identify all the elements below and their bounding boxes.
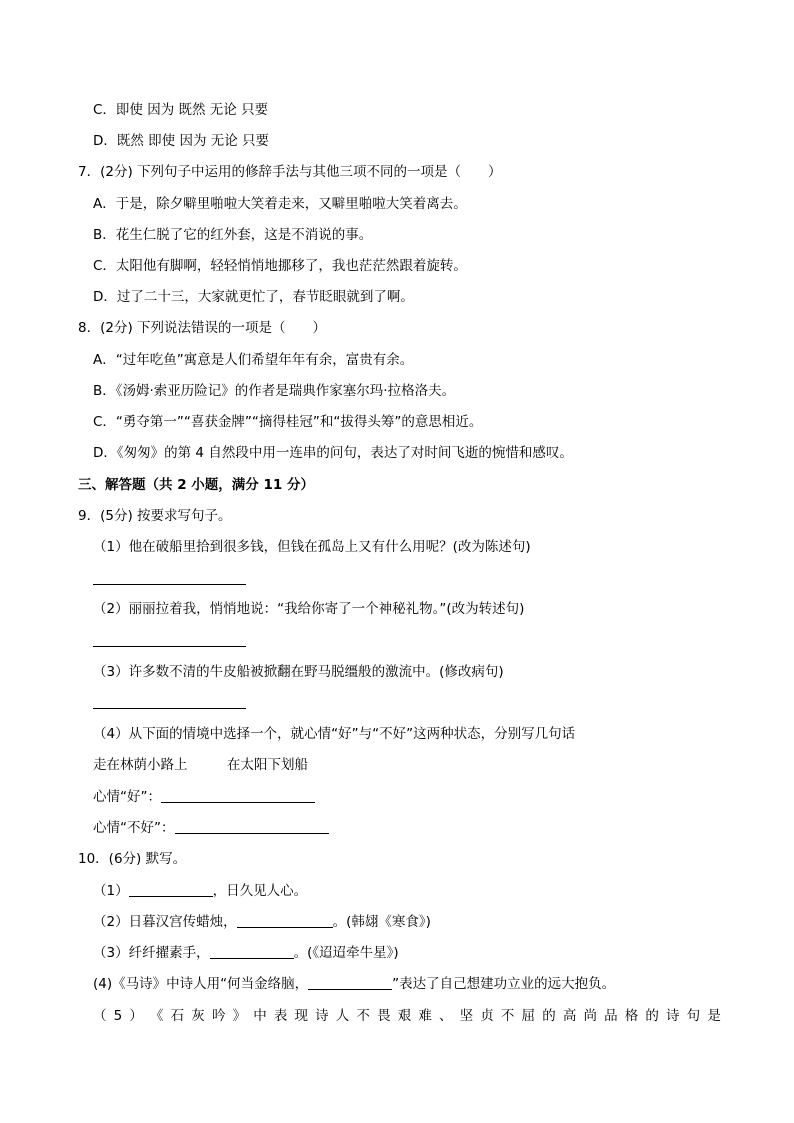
- justified-char: 是: [707, 1008, 721, 1024]
- justified-char: 畏: [377, 1008, 391, 1024]
- question-10-sub-5: [93, 1007, 721, 1025]
- justified-char: 中: [253, 1008, 267, 1024]
- fill-blank-3[interactable]: [210, 944, 294, 959]
- justified-char: 5: [113, 1008, 123, 1024]
- sub-2-prefix: （2）日暮汉宫传蜡烛，: [93, 914, 237, 930]
- answer-line[interactable]: [93, 646, 246, 647]
- justified-char: 诗: [666, 1008, 680, 1024]
- justified-char: 灰: [191, 1008, 205, 1024]
- question-8-option-a: A．“过年吃鱼”寓意是人们希望年年有余，富贵有余。: [93, 352, 414, 368]
- justified-char: 表: [273, 1008, 288, 1024]
- justified-char: 《: [150, 1008, 164, 1024]
- sub-3-prefix: （3）纤纤擢素手，: [93, 945, 210, 961]
- scene-option-1: 走在林荫小路上: [93, 757, 188, 773]
- sub-1-prefix: （1）: [93, 883, 129, 899]
- justified-char: 不: [356, 1008, 370, 1024]
- justified-char: （: [93, 1008, 107, 1024]
- question-9-sub-1: （1）他在破船里拾到很多钱，但钱在孤岛上又有什么用呢？(改为陈述句): [93, 539, 531, 555]
- question-7-option-c: C．太阳他有脚啊，轻轻悄悄地挪移了，我也茫茫然跟着旋转。: [93, 258, 467, 274]
- fill-blank-1[interactable]: [129, 882, 213, 897]
- answer-line[interactable]: [93, 584, 246, 585]
- sub-1-suffix: ，日久见人心。: [212, 883, 308, 899]
- fill-blank-4[interactable]: [308, 975, 392, 990]
- justified-char: 难: [418, 1008, 432, 1024]
- option-c-prev: C．即使 因为 既然 无论 只要: [93, 102, 269, 118]
- question-7-option-a: A．于是，除夕噼里啪啦大笑着走来，又噼里啪啦大笑着离去。: [93, 196, 467, 212]
- sub-4-prefix: (4)《马诗》中诗人用“何当金络脑，: [93, 976, 309, 992]
- justified-char: 的: [645, 1008, 659, 1024]
- justified-char: 艰: [397, 1008, 412, 1024]
- justified-char: 、: [438, 1008, 453, 1024]
- question-10-sub-3: [93, 944, 399, 962]
- question-9-sub-3: （3）许多数不清的牛皮船被掀翻在野马脱缰般的激流中。(修改病句): [93, 664, 504, 680]
- question-8-stem: 8．(2分) 下列说法错误的一项是（ ）: [78, 320, 327, 336]
- sub-2-suffix: 。(韩翃《寒食》): [332, 914, 431, 930]
- question-7-option-b: B．花生仁脱了它的红外套，这是不消说的事。: [93, 227, 373, 243]
- fill-blank-2[interactable]: [237, 913, 333, 928]
- mood-good-blank[interactable]: [161, 788, 315, 803]
- justified-char: 尚: [583, 1008, 597, 1024]
- justified-char: 石: [170, 1008, 185, 1024]
- question-10-sub-4: [93, 975, 615, 993]
- question-7-stem: 7．(2分) 下列句子中运用的修辞手法与其他三项不同的一项是（ ）: [78, 164, 502, 180]
- justified-char: 格: [624, 1008, 639, 1024]
- question-9-sub-4: （4）从下面的情境中选择一个，就心情“好”与“不好”这两种状态，分别写几句话: [93, 726, 576, 742]
- mood-good-row: [93, 788, 315, 806]
- justified-char: 贞: [480, 1008, 494, 1024]
- justified-char: 坚: [459, 1008, 474, 1024]
- question-9-stem: 9．(5分) 按要求写句子。: [78, 508, 232, 524]
- justified-char: 高: [562, 1008, 577, 1024]
- sub-4-suffix: ”表达了自己想建功立业的远大抱负。: [392, 976, 616, 992]
- answer-line[interactable]: [93, 708, 246, 709]
- justified-char: 现: [294, 1008, 308, 1024]
- mood-bad-blank[interactable]: [175, 819, 329, 834]
- scene-option-2: 在太阳下划船: [227, 757, 308, 773]
- mood-bad-label: 心情“不好”：: [93, 820, 175, 836]
- justified-char: 人: [335, 1008, 350, 1024]
- question-10-sub-2: [93, 913, 431, 931]
- section-heading: 三、解答题（共 2 小题，满分 11 分）: [78, 477, 314, 493]
- justified-char: 屈: [521, 1008, 536, 1024]
- justified-char: 句: [686, 1008, 701, 1024]
- question-8-option-c: C．“勇夺第一”“喜获金牌”“摘得桂冠”和“拔得头筹”的意思相近。: [93, 414, 483, 430]
- justified-char: 诗: [315, 1008, 329, 1024]
- question-10-stem: 10．(6分) 默写。: [78, 851, 187, 867]
- justified-char: 吟: [211, 1008, 226, 1024]
- option-d-prev: D．既然 即使 因为 无论 只要: [93, 133, 270, 149]
- justified-char: 的: [542, 1008, 556, 1024]
- justified-char: ）: [129, 1008, 143, 1024]
- mood-good-label: 心情“好”：: [93, 789, 161, 805]
- question-8-option-b: B．《汤姆·索亚历险记》的作者是瑞典作家塞尔玛·拉格洛夫。: [93, 383, 456, 399]
- question-8-option-d: D．《匆匆》的第 4 自然段中用一连串的问句，表达了对时间飞逝的惋惜和感叹。: [93, 445, 573, 461]
- mood-bad-row: [93, 819, 329, 837]
- justified-char: 不: [500, 1008, 515, 1024]
- question-9-sub-2: （2）丽丽拉着我，悄悄地说：“我给你寄了一个神秘礼物。”(改为转述句): [93, 601, 525, 617]
- justified-char: 品: [604, 1008, 618, 1024]
- justified-char: 》: [232, 1008, 247, 1024]
- question-10-sub-1: [93, 882, 307, 900]
- sub-3-suffix: 。(《迢迢牵牛星》): [293, 945, 399, 961]
- question-7-option-d: D．过了二十三，大家就更忙了，春节眨眼就到了啊。: [93, 289, 414, 305]
